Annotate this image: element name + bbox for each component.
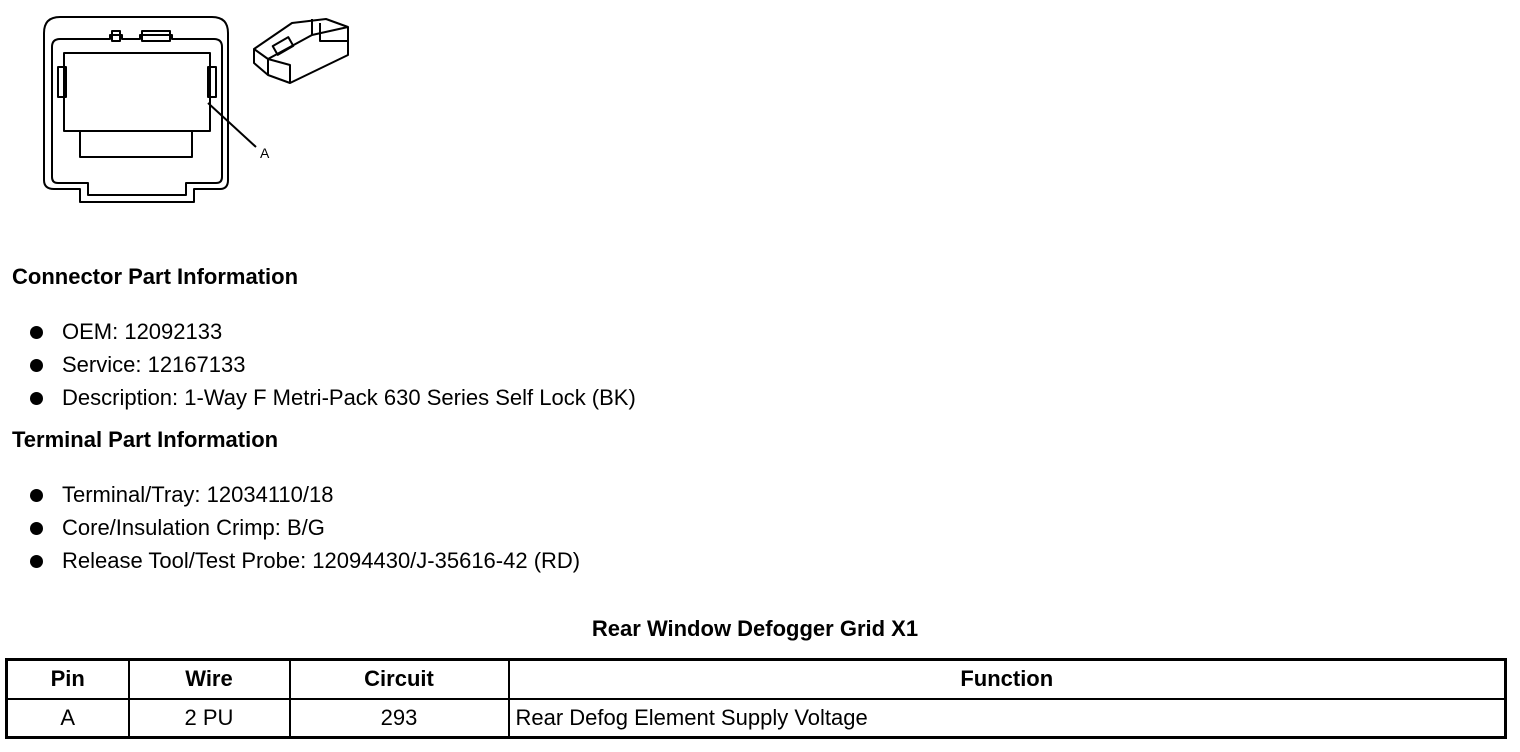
terminal-cavity-a: [64, 53, 210, 131]
bullet-icon: [30, 555, 43, 568]
cavity-lower-step: [80, 131, 192, 157]
pin-table-title: Rear Window Defogger Grid X1: [591, 616, 919, 641]
table-header-row: [7, 660, 1506, 699]
bullet-icon: [30, 326, 43, 339]
list-item-text: Release Tool/Test Probe: 12094430/J-35616-42 (RD): [62, 548, 581, 573]
cell-pin: A: [7, 699, 129, 738]
list-item: [28, 351, 636, 384]
connector-inner-wall: [52, 35, 222, 195]
list-item-text: Service: 12167133: [62, 352, 246, 377]
terminal-info-list: [28, 481, 580, 580]
bullet-icon: [30, 392, 43, 405]
callout-leader-line: [208, 103, 256, 147]
list-item-text: Description: 1-Way F Metri-Pack 630 Series Self Lock (BK): [62, 385, 636, 410]
list-item: [28, 481, 580, 514]
list-item-text: Terminal/Tray: 12034110/18: [62, 482, 334, 507]
bullet-icon: [30, 522, 43, 535]
bullet-icon: [30, 489, 43, 502]
header-wire: Wire: [129, 660, 290, 699]
list-item: [28, 547, 580, 580]
cell-wire: 2 PU: [129, 699, 290, 738]
list-item: [28, 514, 580, 547]
table-row: [7, 699, 1506, 738]
connector-perspective-view: [254, 19, 348, 83]
cell-function: Rear Defog Element Supply Voltage: [509, 699, 1506, 738]
header-function: Function: [509, 660, 1506, 699]
cell-circuit: 293: [290, 699, 509, 738]
header-pin: Pin: [7, 660, 129, 699]
connector-housing-outline: [44, 17, 228, 202]
connector-info-list: [28, 318, 636, 417]
list-item: [28, 318, 636, 351]
header-circuit: Circuit: [290, 660, 509, 699]
list-item-text: Core/Insulation Crimp: B/G: [62, 515, 325, 540]
pin-table: [5, 658, 1507, 739]
callout-label-a: A: [260, 145, 270, 161]
connector-face-illustration: [30, 5, 370, 215]
list-item-text: OEM: 12092133: [62, 319, 223, 344]
terminal-info-heading: Terminal Part Information: [12, 427, 279, 452]
bullet-icon: [30, 359, 43, 372]
connector-info-heading: Connector Part Information: [12, 264, 299, 289]
list-item: [28, 384, 636, 417]
